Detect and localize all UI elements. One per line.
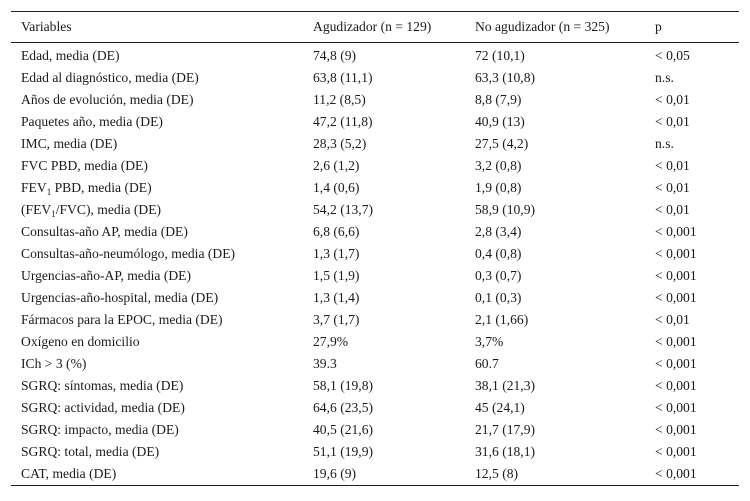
cell-agudizador: 39.3 bbox=[313, 356, 337, 371]
table-row bbox=[11, 331, 739, 353]
cell-p-value: < 0,001 bbox=[655, 268, 697, 283]
cell-variable: FVC PBD, media (DE) bbox=[21, 158, 148, 173]
header-variables: Variables bbox=[21, 19, 72, 34]
cell-p-value: < 0,01 bbox=[655, 312, 690, 327]
cell-agudizador: 2,6 (1,2) bbox=[313, 158, 360, 173]
table-row bbox=[11, 43, 739, 68]
cell-variable: ICh > 3 (%) bbox=[21, 356, 87, 371]
cell-agudizador: 1,5 (1,9) bbox=[313, 268, 360, 283]
cell-p-value: < 0,01 bbox=[655, 158, 690, 173]
cell-agudizador: 1,3 (1,7) bbox=[313, 246, 360, 261]
table-row bbox=[11, 441, 739, 463]
variable-label-subscript: 1 bbox=[46, 187, 52, 197]
cell-p-value: < 0,001 bbox=[655, 422, 697, 437]
table-row bbox=[11, 89, 739, 111]
cell-agudizador: 47,2 (11,8) bbox=[313, 114, 373, 129]
cell-agudizador: 6,8 (6,6) bbox=[313, 224, 360, 239]
table-row bbox=[11, 265, 739, 287]
table-row bbox=[11, 309, 739, 331]
header-agudizador: Agudizador (n = 129) bbox=[313, 19, 432, 34]
cell-no-agudizador: 40,9 (13) bbox=[475, 114, 525, 129]
table-row bbox=[11, 243, 739, 265]
cell-p-value: < 0,001 bbox=[655, 356, 697, 371]
cell-p-value: < 0,01 bbox=[655, 114, 690, 129]
comparison-table bbox=[11, 11, 739, 486]
cell-variable: Fármacos para la EPOC, media (DE) bbox=[21, 312, 223, 327]
cell-no-agudizador: 31,6 (18,1) bbox=[475, 444, 536, 459]
table-row bbox=[11, 375, 739, 397]
cell-p-value: n.s. bbox=[655, 136, 674, 151]
table-row bbox=[11, 67, 739, 89]
cell-no-agudizador: 2,8 (3,4) bbox=[475, 224, 522, 239]
comparison-table-container bbox=[11, 11, 739, 486]
cell-variable bbox=[11, 177, 303, 199]
variable-label-prefix: (FEV bbox=[21, 202, 52, 217]
cell-variable: Urgencias-año-AP, media (DE) bbox=[21, 268, 191, 283]
cell-variable: SGRQ: actividad, media (DE) bbox=[21, 400, 185, 415]
cell-variable: Paquetes año, media (DE) bbox=[21, 114, 163, 129]
cell-p-value: < 0,001 bbox=[655, 466, 697, 481]
cell-variable: Oxígeno en domicilio bbox=[21, 334, 140, 349]
table-body bbox=[11, 43, 739, 486]
table-header-row bbox=[11, 12, 739, 43]
table-row bbox=[11, 397, 739, 419]
table-row bbox=[11, 463, 739, 486]
variable-label-suffix: /FVC), media (DE) bbox=[55, 202, 162, 217]
cell-p-value: < 0,001 bbox=[655, 400, 697, 415]
cell-no-agudizador: 27,5 (4,2) bbox=[475, 136, 529, 151]
cell-variable: Años de evolución, media (DE) bbox=[21, 92, 194, 107]
cell-agudizador: 1,3 (1,4) bbox=[313, 290, 360, 305]
cell-p-value: < 0,001 bbox=[655, 290, 697, 305]
cell-agudizador: 28,3 (5,2) bbox=[313, 136, 367, 151]
table-row bbox=[11, 287, 739, 309]
table-row bbox=[11, 353, 739, 375]
cell-variable: Edad al diagnóstico, media (DE) bbox=[21, 70, 199, 85]
cell-p-value: < 0,05 bbox=[655, 48, 690, 63]
cell-variable: SGRQ: síntomas, media (DE) bbox=[21, 378, 184, 393]
table-row bbox=[11, 155, 739, 177]
cell-no-agudizador: 45 (24,1) bbox=[475, 400, 525, 415]
table-row bbox=[11, 419, 739, 441]
cell-p-value: < 0,001 bbox=[655, 444, 697, 459]
cell-agudizador: 1,4 (0,6) bbox=[313, 180, 360, 195]
cell-no-agudizador: 0,1 (0,3) bbox=[475, 290, 522, 305]
cell-no-agudizador: 60.7 bbox=[475, 356, 499, 371]
header-p-value: p bbox=[655, 19, 662, 34]
cell-p-value: < 0,01 bbox=[655, 92, 690, 107]
header-no-agudizador: No agudizador (n = 325) bbox=[475, 19, 610, 34]
cell-p-value: < 0,001 bbox=[655, 334, 697, 349]
cell-no-agudizador: 63,3 (10,8) bbox=[475, 70, 536, 85]
table-row bbox=[11, 111, 739, 133]
cell-agudizador: 19,6 (9) bbox=[313, 466, 357, 481]
cell-variable bbox=[11, 199, 303, 221]
cell-p-value: < 0,001 bbox=[655, 246, 697, 261]
cell-variable: Consultas-año AP, media (DE) bbox=[21, 224, 188, 239]
cell-agudizador: 11,2 (8,5) bbox=[313, 92, 366, 107]
cell-variable: Urgencias-año-hospital, media (DE) bbox=[21, 290, 219, 305]
cell-agudizador: 51,1 (19,9) bbox=[313, 444, 374, 459]
cell-agudizador: 64,6 (23,5) bbox=[313, 400, 374, 415]
cell-p-value: < 0,01 bbox=[655, 202, 690, 217]
cell-no-agudizador: 38,1 (21,3) bbox=[475, 378, 536, 393]
cell-p-value: < 0,01 bbox=[655, 180, 690, 195]
cell-agudizador: 74,8 (9) bbox=[313, 48, 357, 63]
cell-variable: CAT, media (DE) bbox=[21, 466, 117, 481]
cell-p-value: n.s. bbox=[655, 70, 674, 85]
variable-label-subscript: 1 bbox=[51, 209, 56, 219]
cell-agudizador: 40,5 (21,6) bbox=[313, 422, 374, 437]
cell-p-value: < 0,001 bbox=[655, 224, 697, 239]
cell-agudizador: 58,1 (19,8) bbox=[313, 378, 374, 393]
variable-label-suffix: PBD, media (DE) bbox=[51, 180, 152, 195]
cell-variable: Consultas-año-neumólogo, media (DE) bbox=[21, 246, 236, 261]
cell-variable: SGRQ: impacto, media (DE) bbox=[21, 422, 179, 437]
table-row bbox=[11, 221, 739, 243]
cell-no-agudizador: 3,2 (0,8) bbox=[475, 158, 522, 173]
variable-label-prefix: FEV bbox=[21, 180, 47, 195]
cell-agudizador: 63,8 (11,1) bbox=[313, 70, 373, 85]
table-row bbox=[11, 177, 739, 199]
cell-no-agudizador: 21,7 (17,9) bbox=[475, 422, 536, 437]
cell-no-agudizador: 0,4 (0,8) bbox=[475, 246, 522, 261]
cell-no-agudizador: 72 (10,1) bbox=[475, 48, 525, 63]
cell-no-agudizador: 58,9 (10,9) bbox=[475, 202, 536, 217]
cell-no-agudizador: 2,1 (1,66) bbox=[475, 312, 529, 327]
cell-variable: Edad, media (DE) bbox=[21, 48, 120, 63]
cell-agudizador: 3,7 (1,7) bbox=[313, 312, 360, 327]
cell-variable: SGRQ: total, media (DE) bbox=[21, 444, 160, 459]
table-row bbox=[11, 133, 739, 155]
cell-no-agudizador: 3,7% bbox=[475, 334, 504, 349]
cell-agudizador: 27,9% bbox=[313, 334, 349, 349]
cell-no-agudizador: 12,5 (8) bbox=[475, 466, 519, 481]
cell-no-agudizador: 1,9 (0,8) bbox=[475, 180, 522, 195]
cell-no-agudizador: 8,8 (7,9) bbox=[475, 92, 522, 107]
cell-no-agudizador: 0,3 (0,7) bbox=[475, 268, 522, 283]
cell-variable: IMC, media (DE) bbox=[21, 136, 118, 151]
cell-agudizador: 54,2 (13,7) bbox=[313, 202, 374, 217]
cell-p-value: < 0,001 bbox=[655, 378, 697, 393]
table-row bbox=[11, 199, 739, 221]
